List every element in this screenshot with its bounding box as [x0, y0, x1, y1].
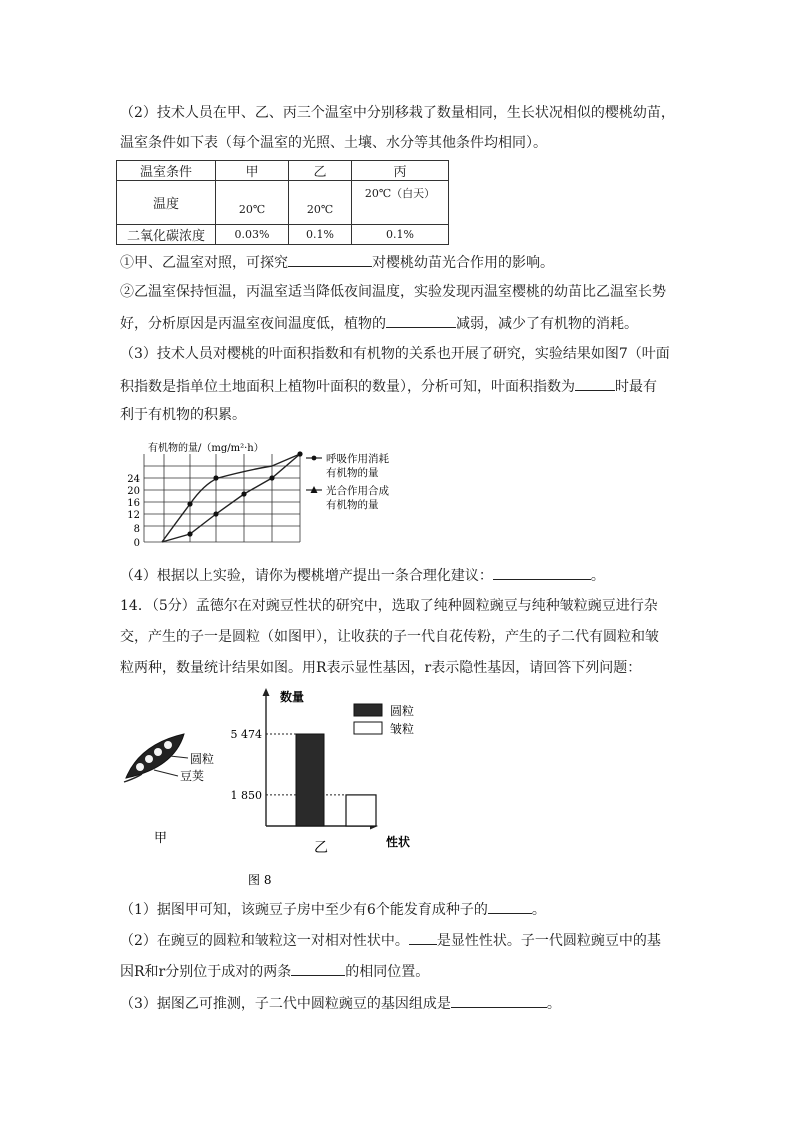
- question-2-line1: ②乙温室保持恒温，丙温室适当降低夜间温度，实验发现丙温室樱桃的幼苗比乙温室长势: [120, 284, 666, 300]
- pea-label: 圆粒: [190, 752, 215, 766]
- answer-blank[interactable]: [451, 993, 547, 1008]
- fig8-ylabel: 数量: [280, 690, 305, 704]
- table-header-cell: 乙: [289, 161, 352, 181]
- fig7-point: [213, 511, 218, 516]
- answer-1: [120, 899, 680, 919]
- fig7-point: [187, 501, 192, 506]
- pod-pointer-line: [154, 770, 178, 776]
- fig7-point: [241, 491, 246, 496]
- fig8-value-label-wrinkled: 1 850: [230, 788, 262, 802]
- q2-text-c: 减弱，减少了有机物的消耗。: [456, 316, 638, 332]
- fig8-y-arrow-icon: [263, 688, 270, 696]
- para-3-line1: （3）技术人员对樱桃的叶面积指数和有机物的关系也开展了研究，实验结果如图7（叶面: [120, 346, 670, 362]
- figure-8: [118, 684, 448, 894]
- table-cell: 0.03%: [216, 225, 289, 245]
- fig7-legend2-line2: 有机物的量: [326, 499, 379, 511]
- table-cell: 0.1%: [289, 225, 352, 245]
- fig8-xlabel: 性状: [386, 835, 411, 849]
- table-header-cell: 甲: [216, 161, 289, 181]
- answer-blank[interactable]: [291, 961, 345, 976]
- q14-line1: 14．（5分）孟德尔在对豌豆性状的研究中，选取了纯种圆粒豌豆与纯种皱粒豌豆进行杂: [120, 598, 658, 614]
- q3-text-c: 时最有: [615, 379, 657, 395]
- figure-7-chart: [118, 434, 398, 548]
- answer-blank[interactable]: [409, 930, 437, 945]
- fig7-ytick: 16: [127, 498, 140, 509]
- question-1: [120, 252, 680, 272]
- q14-line2: 交，产生的子一是圆粒（如图甲），让收获的子一代自花传粉，产生的子二代有圆粒和皱: [120, 629, 659, 645]
- a2-text-a: （2）在豌豆的圆粒和皱粒这一对相对性状中。: [120, 933, 409, 949]
- fig8-bar-round: [296, 734, 324, 826]
- a1-text-b: 。: [531, 902, 546, 918]
- yi-label: 乙: [314, 840, 328, 856]
- fig7-photosynthesis-curve: [162, 454, 300, 542]
- fig7-point: [213, 475, 218, 480]
- q4-text-a: （4）根据以上实验，请你为樱桃增产提出一条合理化建议：: [120, 568, 493, 584]
- fig8-caption: 图 8: [248, 873, 272, 887]
- jia-label: 甲: [154, 831, 168, 846]
- answer-blank[interactable]: [493, 565, 591, 580]
- question-4: [120, 565, 680, 585]
- fig7-ytick: 12: [127, 510, 140, 521]
- fig7-ytick: 24: [127, 474, 140, 485]
- fig7-legend2-line1: 光合作用合成: [326, 485, 389, 497]
- table-cell: 20℃: [216, 181, 289, 225]
- answer-2-line1: [120, 930, 680, 950]
- answer-blank[interactable]: [386, 313, 456, 328]
- fig8-value-label-round: 5 474: [230, 728, 262, 741]
- table-cell: 0.1%: [352, 225, 449, 245]
- q3-text-b: 积指数是指单位土地面积上植物叶面积的数量），分析可知，叶面积指数为: [120, 379, 575, 395]
- a3-text-a: （3）据图乙可推测，子二代中圆粒豌豆的基因组成是: [120, 996, 451, 1012]
- a2-text-d: 的相同位置。: [345, 964, 430, 980]
- table-cell: 温度: [117, 181, 216, 225]
- q14-line3: 粒两种，数量统计结果如图。用R表示显性基因，r表示隐性基因，请回答下列问题：: [120, 660, 642, 676]
- fig7-legend1-line1: 呼吸作用消耗: [326, 453, 389, 465]
- answer-blank[interactable]: [288, 252, 372, 267]
- q4-text-b: 。: [590, 568, 605, 584]
- answer-blank[interactable]: [488, 899, 532, 914]
- fig7-ytick: 0: [133, 538, 140, 548]
- fig8-bar-wrinkled: [346, 795, 376, 826]
- fig7-ytick: 8: [133, 524, 140, 535]
- fig7-grid: [144, 454, 300, 542]
- table-header-cell: 温室条件: [117, 161, 216, 181]
- q1-text-a: ①甲、乙温室对照，可探究: [120, 255, 288, 271]
- table-cell: 二氧化碳浓度: [117, 225, 216, 245]
- fig8-legend-round-swatch: [354, 704, 382, 716]
- q1-text-b: 对樱桃幼苗光合作用的影响。: [372, 255, 554, 271]
- a1-text-a: （1）据图甲可知，该豌豆子房中至少有6个能发育成种子的: [120, 902, 488, 918]
- para-2-line2: 温室条件如下表（每个温室的光照、土壤、水分等其他条件均相同）。: [120, 135, 547, 151]
- answer-2-line2: [120, 961, 680, 981]
- table-header-cell: 丙: [352, 161, 449, 181]
- para-3-line2: [120, 376, 680, 396]
- q2-text-b: 好，分析原因是丙温室夜间温度低，植物的: [120, 316, 386, 332]
- answer-blank[interactable]: [575, 376, 615, 391]
- fig7-point: [187, 531, 192, 536]
- fig7-respiration-curve: [162, 454, 300, 542]
- fig8-legend-round: 圆粒: [390, 704, 415, 718]
- a3-text-b: 。: [546, 996, 561, 1012]
- a2-text-c: 因R和r分别位于成对的两条: [120, 964, 292, 980]
- pea-pointer-line: [170, 756, 188, 758]
- fig7-legend-dot: [312, 456, 317, 461]
- table-cell: 20℃（白天）: [352, 181, 449, 225]
- answer-3: [120, 993, 680, 1013]
- pod-label: 豆荚: [180, 769, 205, 783]
- fig7-ylabel: 有机物的量/（mg/m²·h）: [148, 443, 264, 454]
- fig7-point: [297, 451, 302, 456]
- fig7-legend1-line2: 有机物的量: [326, 467, 379, 479]
- fig8-legend-wrinkled: 皱粒: [390, 722, 415, 736]
- fig7-ytick: 20: [127, 486, 140, 497]
- fig8-legend-wrinkled-swatch: [354, 722, 382, 734]
- para-2-line1: （2）技术人员在甲、乙、丙三个温室中分别移栽了数量相同，生长状况相似的樱桃幼苗，: [120, 105, 675, 121]
- greenhouse-table: [116, 160, 449, 245]
- para-3-line3: 利于有机物的积累。: [120, 407, 246, 423]
- table-cell: 20℃: [289, 181, 352, 225]
- question-2-line2: [120, 313, 680, 333]
- fig7-point: [269, 475, 274, 480]
- a2-text-b: 是显性性状。子一代圆粒豌豆中的基: [436, 933, 661, 949]
